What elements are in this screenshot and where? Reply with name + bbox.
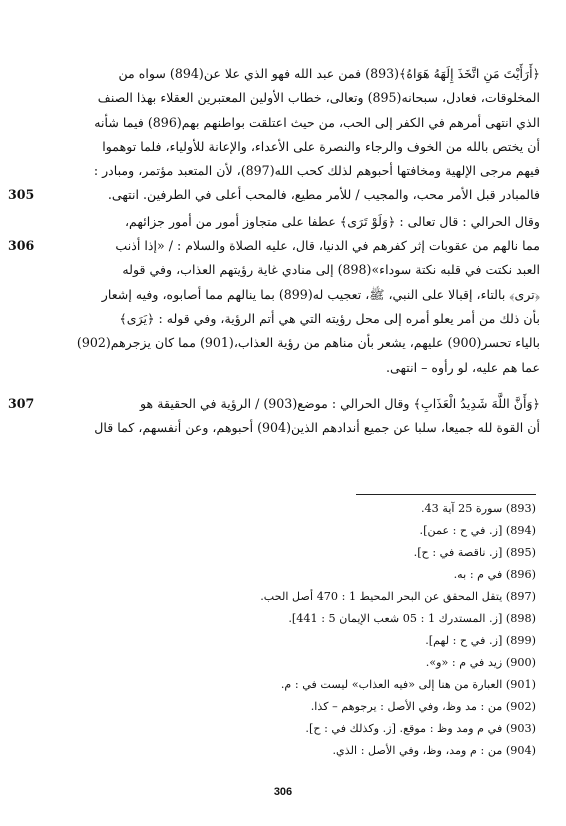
text-line: الذي انتهى أمرهم في الكفر إلى الحب، من حيث اعتلقت بواطنهم بهم(896) فيما شأنه <box>94 114 540 130</box>
footnote: (898) [ز. المستدرك 1 : 05 شعب الإيمان 5 : 441]. <box>288 612 536 625</box>
text-line: وقال الحرالي : قال تعالى : ﴿وَلَوْ تَرَى﴾ عطفا على متجاوز أمور من أمور جزائهم، <box>124 213 540 229</box>
text-line: بأن ذلك من أمر يعلو أمره إلى محل رؤيته التي هي أتم الرؤية، وفي قوله : ﴿يَرَى﴾ <box>119 310 540 326</box>
text-line: بالياء تحسر(900) عليهم، يشعر بأن مناهم من رؤية العذاب،(901) مما كان يزجرهم(902) <box>76 335 540 351</box>
page-number: 306 <box>273 786 293 798</box>
paragraph <box>8 210 540 380</box>
footnote: (903) في م ومد وظ : موقع. [ز. وكذلك في : ح]. <box>305 722 536 735</box>
margin-number: 307 <box>8 395 35 411</box>
footnote: (902) من : مد وظ، وفي الأصل : يرجوهم – كذا. <box>310 700 536 713</box>
text-line-content: فالمبادر قبل الأمر محب، والمجيب / للأمر مطيع، فالمحب أعلى في الطرفين. انتهى. <box>107 187 540 203</box>
footnotes <box>60 498 536 762</box>
footnote: (894) [ز. في ح : عمن]. <box>419 524 536 537</box>
text-line: ﴿وَأَنَّ اللَّهَ شَدِيدُ الْعَذَابِ﴾ وقال الحرالي : موضع(903) / الرؤية في الحقيقة هو <box>140 395 540 411</box>
margin-number: 305 <box>8 187 35 202</box>
text-line: العبد نكتت في قلبه نكتة سوداء»(898) إلى منادي غاية رؤيتهم العذاب، وفي قوله <box>122 262 540 278</box>
text-line: ﴿ترى﴾ بالتاء، إقبالا على النبي، ﷺ، تعجيب له(899) بما ينالهم مما أصابوه، وفيه إشعار <box>101 286 540 302</box>
text-line: مما نالهم من عقوبات إثر كفرهم في الدنيا، قال، عليه الصلاة والسلام : / «إذا أذنب <box>115 238 540 254</box>
footnote: (899) [ز. في ح : لهم]. <box>425 634 536 647</box>
margin-number: 306 <box>8 237 35 253</box>
paragraph-gap <box>40 380 540 392</box>
footnote-separator <box>356 494 536 495</box>
footnote: (895) [ز. ناقصة في : ح]. <box>413 546 536 559</box>
text-line: عما هم عليه، لو رأوه – انتهى. <box>386 359 540 375</box>
paragraph <box>8 392 540 441</box>
footnote: (897) يتقل المحقق عن البحر المحيط 1 : 470 أصل الحب. <box>260 590 536 603</box>
text-line: أن يختص بالله من الخوف والرجاء والنصرة على الأعداء، والإعانة للأولياء، فلما توهموا <box>102 138 540 154</box>
footnote: (893) سورة 25 آية 43. <box>420 502 536 515</box>
text-line <box>40 183 540 207</box>
text-line: ﴿أَرَأَيْتَ مَنِ اتَّخَذَ إِلَهَهُ هَوَاهُ﴾(893) فمن عبد الله فهو الذي علا عن(894) سواه من <box>118 66 540 81</box>
footnote: (900) زيد في م : «و». <box>425 656 536 669</box>
footnote: (904) من : م ومد، وظ، وفي الأصل : الذي. <box>332 744 536 757</box>
text-line: أن القوة لله جميعا، سلبا عن جميع أندادهم الذين(904) أحبوهم، وعن أنفسهم، كما قال <box>94 420 540 436</box>
text-line: فيهم مرجى الإلهية ومخافتها أحبوهم لذلك كحب الله(897)، لأن المتعبد مؤتمر، ومبادر : <box>93 163 540 179</box>
main-text <box>8 62 540 440</box>
text-line: المخلوقات، فعادل، سبحانه(895) وتعالى، خطاب الأولين المعتبرين العقلاء بهذا الصنف <box>97 90 540 106</box>
paragraph <box>8 62 540 208</box>
footnote: (901) العبارة من هنا إلى «فيه العذاب» ليست في : م. <box>280 678 536 691</box>
footnote: (896) في م : به. <box>453 568 536 581</box>
